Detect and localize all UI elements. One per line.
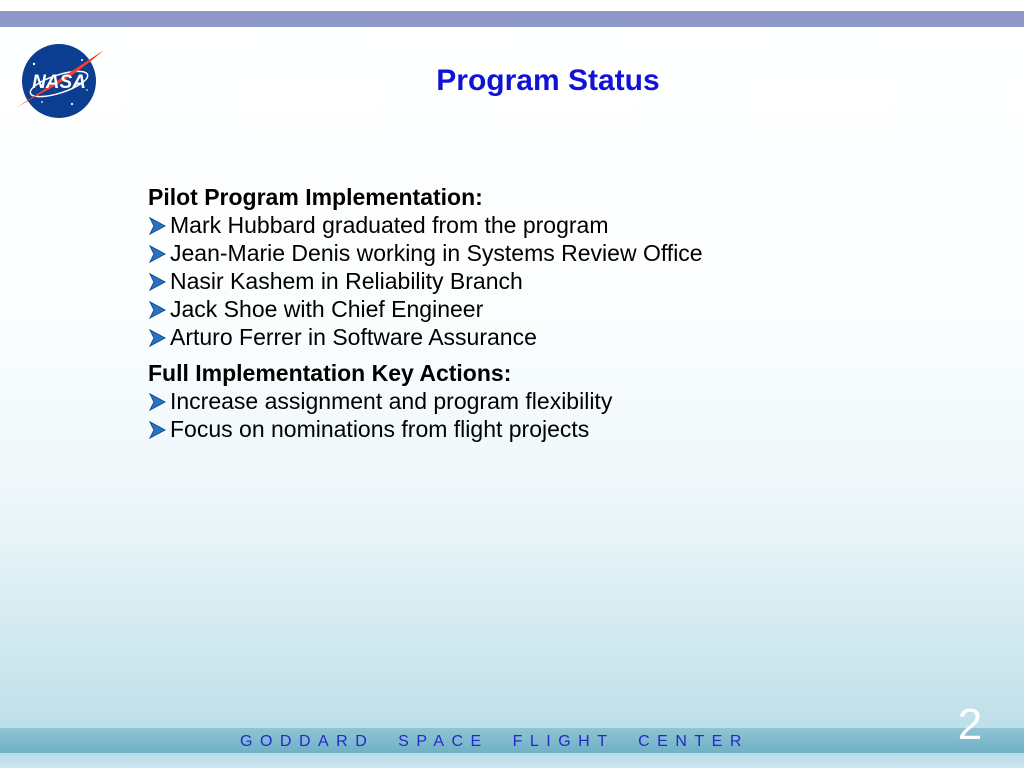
arrow-bullet-icon [148, 243, 170, 261]
section-full-implementation [148, 359, 848, 443]
bullet-item [148, 211, 848, 239]
bullet-item [148, 415, 848, 443]
footer-label: GODDARD SPACE FLIGHT CENTER [240, 733, 749, 750]
bullet-list [148, 211, 848, 351]
bullet-text: Arturo Ferrer in Software Assurance [170, 324, 537, 350]
slide-body [148, 183, 848, 443]
arrow-bullet-icon [148, 419, 170, 437]
nasa-logo [12, 42, 112, 120]
section-heading: Pilot Program Implementation: [148, 184, 483, 210]
bullet-item [148, 295, 848, 323]
page-number: 2 [957, 700, 983, 749]
bullet-text: Jack Shoe with Chief Engineer [170, 296, 484, 322]
section-heading: Full Implementation Key Actions: [148, 360, 512, 386]
svg-text:NASA: NASA [32, 72, 86, 93]
bullet-text: Increase assignment and program flexibility [170, 388, 613, 414]
footer-band-lower [0, 753, 1024, 768]
bullet-text: Focus on nominations from flight projects [170, 416, 590, 442]
arrow-bullet-icon [148, 391, 170, 409]
arrow-bullet-icon [148, 327, 170, 345]
bullet-text: Nasir Kashem in Reliability Branch [170, 268, 523, 294]
section-pilot-program [148, 183, 848, 351]
bullet-item [148, 239, 848, 267]
bullet-item [148, 387, 848, 415]
bullet-text: Jean-Marie Denis working in Systems Review Office [170, 240, 703, 266]
bullet-list [148, 387, 848, 443]
arrow-bullet-icon [148, 299, 170, 317]
bullet-item [148, 323, 848, 351]
header-band [0, 11, 1024, 27]
arrow-bullet-icon [148, 271, 170, 289]
bullet-text: Mark Hubbard graduated from the program [170, 212, 609, 238]
arrow-bullet-icon [148, 215, 170, 233]
bullet-item [148, 267, 848, 295]
slide-title: Program Status [436, 64, 660, 97]
